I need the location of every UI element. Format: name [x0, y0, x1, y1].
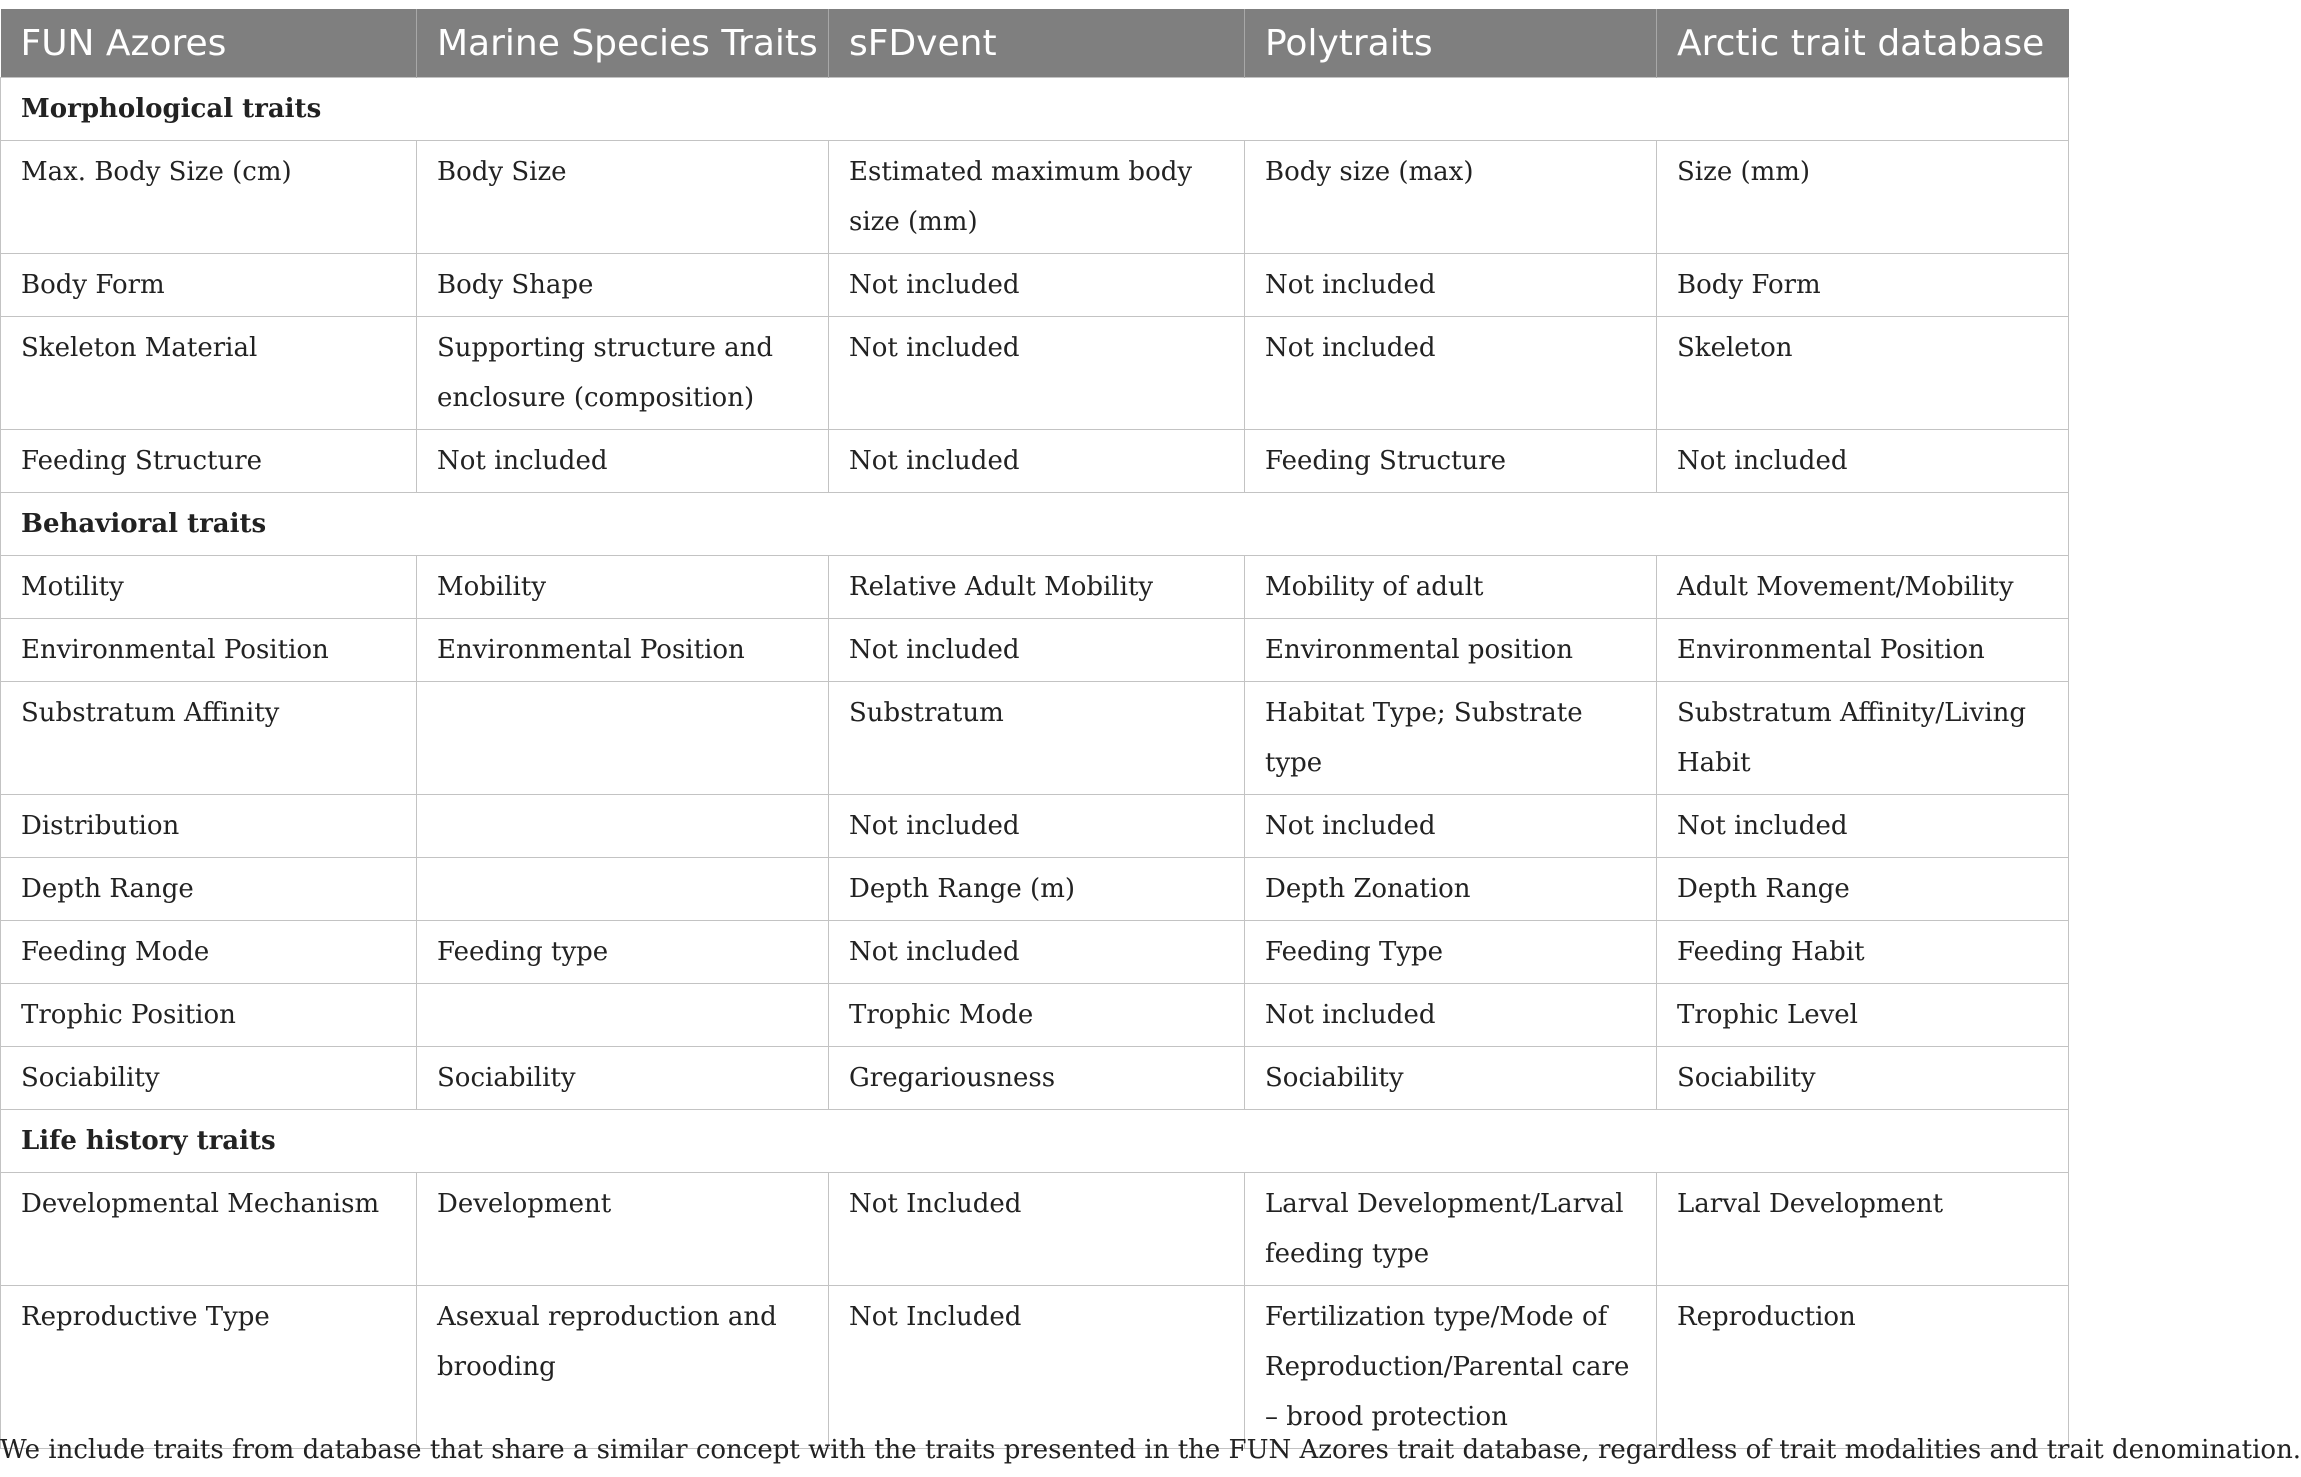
table-cell: Substratum Affinity [1, 682, 417, 795]
table-cell: Feeding Type [1245, 921, 1657, 984]
table-cell: Asexual reproduction and brooding [417, 1286, 829, 1449]
table-cell: Not included [1245, 254, 1657, 317]
section-title: Morphological traits [1, 78, 2069, 141]
table-cell: Motility [1, 556, 417, 619]
table-cell: Feeding Structure [1, 430, 417, 493]
table-cell [417, 682, 829, 795]
table-cell: Sociability [417, 1047, 829, 1110]
table-cell: Skeleton [1657, 317, 2069, 430]
table-row [1, 430, 2069, 493]
table-cell: Not included [829, 795, 1245, 858]
trait-comparison-table [0, 9, 2069, 1449]
table-cell: Environmental position [1245, 619, 1657, 682]
table-cell: Not included [1657, 430, 2069, 493]
table-row [1, 984, 2069, 1047]
table-cell: Gregariousness [829, 1047, 1245, 1110]
table-row [1, 921, 2069, 984]
section-row-life-history [1, 1110, 2069, 1173]
table-cell: Adult Movement/Mobility [1657, 556, 2069, 619]
table-cell: Depth Range (m) [829, 858, 1245, 921]
section-title: Behavioral traits [1, 493, 2069, 556]
table-row [1, 795, 2069, 858]
table-row [1, 682, 2069, 795]
table-row [1, 317, 2069, 430]
table-cell: Not included [829, 430, 1245, 493]
table-cell: Body Size [417, 141, 829, 254]
header-arctic-trait-database: Arctic trait database [1657, 9, 2069, 78]
table-cell: Estimated maximum body size (mm) [829, 141, 1245, 254]
table-row [1, 1286, 2069, 1449]
header-polytraits: Polytraits [1245, 9, 1657, 78]
table-row [1, 858, 2069, 921]
table-cell: Supporting structure and enclosure (composition) [417, 317, 829, 430]
table-cell: Environmental Position [1, 619, 417, 682]
table-cell: Depth Range [1, 858, 417, 921]
table-cell: Habitat Type; Substrate type [1245, 682, 1657, 795]
table-row [1, 556, 2069, 619]
table-body [1, 78, 2069, 1449]
table-cell: Not included [417, 430, 829, 493]
table-cell: Trophic Level [1657, 984, 2069, 1047]
table-cell: Not Included [829, 1173, 1245, 1286]
table-cell: Feeding Structure [1245, 430, 1657, 493]
table-cell: Body size (max) [1245, 141, 1657, 254]
table-cell: Distribution [1, 795, 417, 858]
table-cell: Substratum [829, 682, 1245, 795]
table-cell: Substratum Affinity/Living Habit [1657, 682, 2069, 795]
table-cell: Developmental Mechanism [1, 1173, 417, 1286]
table-cell: Not Included [829, 1286, 1245, 1449]
trait-comparison-table-wrapper [0, 9, 2068, 1449]
section-row-behavioral [1, 493, 2069, 556]
header-row [1, 9, 2069, 78]
table-cell: Reproductive Type [1, 1286, 417, 1449]
table-cell: Depth Range [1657, 858, 2069, 921]
table-cell: Body Form [1, 254, 417, 317]
table-cell: Skeleton Material [1, 317, 417, 430]
table-cell [417, 795, 829, 858]
table-row [1, 1173, 2069, 1286]
table-cell: Trophic Mode [829, 984, 1245, 1047]
table-cell: Not included [829, 619, 1245, 682]
table-cell: Environmental Position [417, 619, 829, 682]
table-cell: Larval Development/Larval feeding type [1245, 1173, 1657, 1286]
header-sfdvent: sFDvent [829, 9, 1245, 78]
table-cell: Feeding Habit [1657, 921, 2069, 984]
table-cell: Not included [1245, 317, 1657, 430]
table-cell: Not included [829, 921, 1245, 984]
table-cell: Sociability [1, 1047, 417, 1110]
table-cell: Feeding type [417, 921, 829, 984]
section-title: Life history traits [1, 1110, 2069, 1173]
table-cell: Sociability [1657, 1047, 2069, 1110]
table-cell: Body Shape [417, 254, 829, 317]
table-row [1, 254, 2069, 317]
table-cell: Size (mm) [1657, 141, 2069, 254]
table-cell: Not included [1245, 795, 1657, 858]
table-cell: Not included [829, 317, 1245, 430]
table-cell: Mobility of adult [1245, 556, 1657, 619]
section-row-morphological [1, 78, 2069, 141]
table-row [1, 141, 2069, 254]
table-cell: Larval Development [1657, 1173, 2069, 1286]
table-cell: Not included [829, 254, 1245, 317]
table-cell: Depth Zonation [1245, 858, 1657, 921]
table-cell: Environmental Position [1657, 619, 2069, 682]
table-footnote: We include traits from database that share a similar concept with the traits presented in the FUN Azores trait database, regardless of trait modalities and trait denomination. [0, 1435, 2301, 1465]
table-cell: Body Form [1657, 254, 2069, 317]
table-cell: Reproduction [1657, 1286, 2069, 1449]
table-cell: Mobility [417, 556, 829, 619]
table-cell: Max. Body Size (cm) [1, 141, 417, 254]
table-cell: Trophic Position [1, 984, 417, 1047]
table-cell: Development [417, 1173, 829, 1286]
table-cell: Not included [1657, 795, 2069, 858]
table-cell: Feeding Mode [1, 921, 417, 984]
table-cell [417, 858, 829, 921]
header-fun-azores: FUN Azores [1, 9, 417, 78]
table-cell: Sociability [1245, 1047, 1657, 1110]
table-cell [417, 984, 829, 1047]
table-row [1, 619, 2069, 682]
table-cell: Fertilization type/Mode of Reproduction/Parental care – brood protection [1245, 1286, 1657, 1449]
table-row [1, 1047, 2069, 1110]
table-header [1, 9, 2069, 78]
header-marine-species-traits: Marine Species Traits [417, 9, 829, 78]
table-cell: Not included [1245, 984, 1657, 1047]
table-cell: Relative Adult Mobility [829, 556, 1245, 619]
